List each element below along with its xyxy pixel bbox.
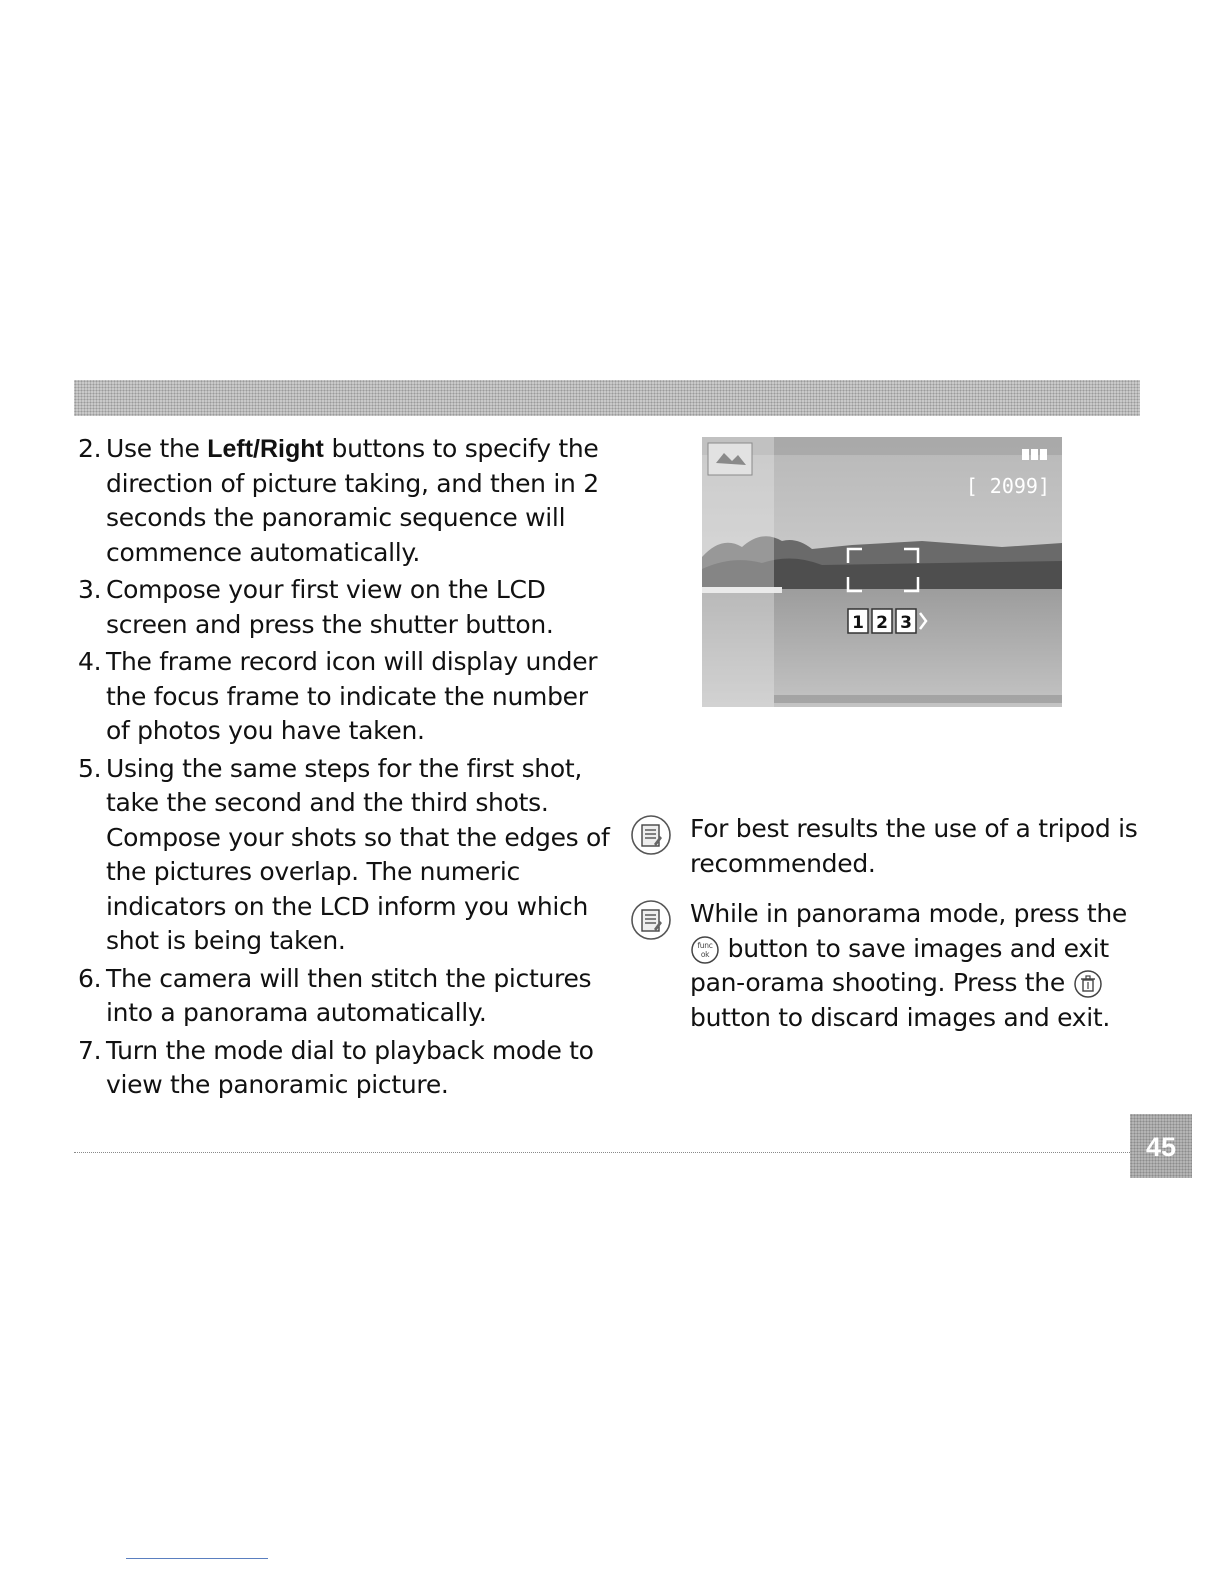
footer-divider — [74, 1152, 1134, 1153]
svg-text:2: 2 — [876, 613, 888, 633]
step-text: Use the — [106, 434, 208, 463]
panorama-scene — [702, 437, 1062, 707]
footer-line — [126, 1558, 268, 1559]
note-icon — [630, 897, 690, 1035]
note-text: For best results the use of a tripod is recommended. — [690, 814, 1138, 878]
shot-count: [ 2099] — [965, 474, 1050, 498]
frame-indicator-1 — [848, 609, 868, 633]
step-number: 2. — [78, 434, 102, 463]
step-list — [78, 432, 618, 1106]
step-text: The frame record icon will display under the focus frame to indicate the number of photos you have taken. — [106, 647, 598, 745]
list-item — [78, 645, 618, 749]
list-item — [78, 432, 618, 570]
step-text: Turn the mode dial to playback mode to view the panoramic picture. — [106, 1035, 594, 1099]
note-text: button to save images and exit pan-orama shooting. Press the — [690, 933, 1109, 997]
note-item — [630, 897, 1150, 1035]
left-right-keyword: Left/Right — [207, 435, 324, 463]
list-item — [78, 1034, 618, 1103]
trash-button-icon — [1073, 969, 1103, 999]
note-icon — [630, 812, 690, 881]
svg-text:ok: ok — [700, 949, 710, 959]
page-number: 45 — [1130, 1114, 1192, 1178]
step-number: 7. — [78, 1035, 102, 1065]
list-item — [78, 962, 618, 1031]
step-number: 5. — [78, 753, 102, 783]
step-text: Using the same steps for the first shot, take the second and the third shots. Compose your shots so that the edges of the pictures overlap. The numeric indicators on the LCD inform you which shot is being taken. — [106, 753, 610, 955]
frame-indicator-2 — [872, 609, 892, 633]
note-text: While in panorama mode, press the — [690, 899, 1127, 928]
note-item — [630, 812, 1150, 881]
step-number: 3. — [78, 575, 102, 604]
step-text: buttons to specify the direction of picture taking, and then in 2 seconds the panoramic sequence will commence automatically. — [106, 434, 599, 567]
step-text: Compose your first view on the LCD screen and press the shutter button. — [106, 575, 554, 639]
frame-indicator-3 — [896, 609, 916, 633]
notes-section — [630, 812, 1150, 1051]
list-item — [78, 573, 618, 642]
svg-text:func: func — [697, 940, 713, 950]
note-text: button to discard images and exit. — [690, 1002, 1111, 1032]
step-number: 6. — [78, 963, 102, 993]
lcd-screen-illustration — [702, 437, 1062, 707]
func-ok-button-icon — [690, 935, 720, 965]
list-item — [78, 752, 618, 959]
svg-text:1: 1 — [852, 613, 864, 633]
step-text: The camera will then stitch the pictures into a panorama automatically. — [106, 963, 592, 1027]
svg-text:3: 3 — [900, 613, 912, 633]
step-number: 4. — [78, 647, 102, 676]
section-header-bar — [74, 380, 1140, 416]
